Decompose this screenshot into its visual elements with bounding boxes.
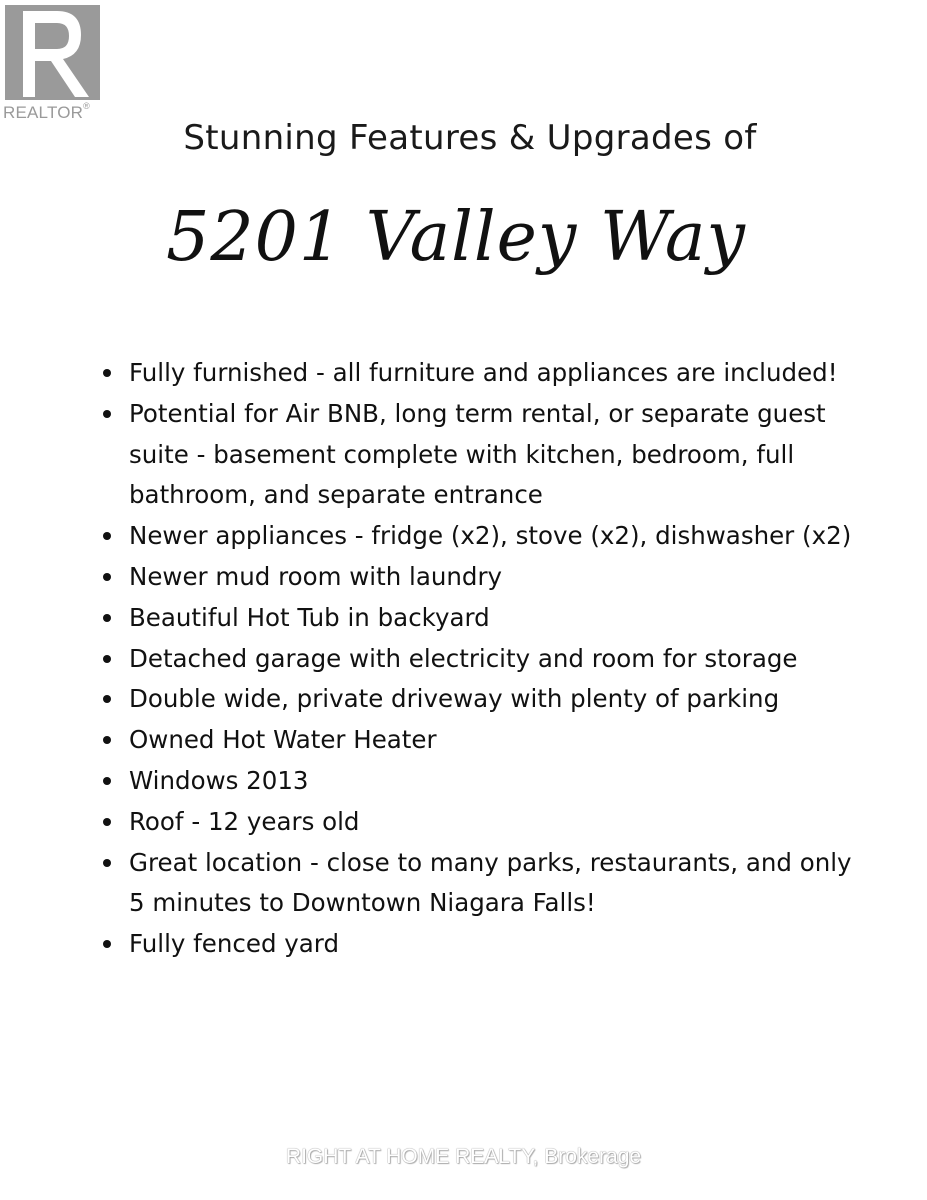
list-item: Fully furnished - all furniture and appliances are included! <box>103 353 863 394</box>
list-item: Newer appliances - fridge (x2), stove (x2), dishwasher (x2) <box>103 516 863 557</box>
list-item: Roof - 12 years old <box>103 802 863 843</box>
list-item: Potential for Air BNB, long term rental, or separate guest suite - basement complete with kitchen, bedroom, full bathroom, and separate entrance <box>103 394 863 516</box>
bullet-icon <box>103 818 111 826</box>
bullet-icon <box>103 614 111 622</box>
realtor-wordmark: REALTOR® <box>3 101 90 122</box>
list-item: Newer mud room with laundry <box>103 557 863 598</box>
bullet-icon <box>103 695 111 703</box>
bullet-icon <box>103 736 111 744</box>
realtor-r-icon <box>5 5 100 100</box>
bullet-icon <box>103 410 111 418</box>
bullet-icon <box>103 369 111 377</box>
brokerage-watermark: RIGHT AT HOME REALTY, Brokerage <box>285 1145 642 1168</box>
bullet-icon <box>103 940 111 948</box>
list-item: Detached garage with electricity and room for storage <box>103 639 863 680</box>
property-address-title: 5201 Valley Way <box>166 198 746 277</box>
list-item: Beautiful Hot Tub in backyard <box>103 598 863 639</box>
bullet-icon <box>103 859 111 867</box>
list-item: Windows 2013 <box>103 761 863 802</box>
list-item: Double wide, private driveway with plenty of parking <box>103 679 863 720</box>
bullet-icon <box>103 532 111 540</box>
bullet-icon <box>103 655 111 663</box>
features-list <box>103 353 863 965</box>
bullet-icon <box>103 777 111 785</box>
list-item: Owned Hot Water Heater <box>103 720 863 761</box>
list-item: Great location - close to many parks, restaurants, and only 5 minutes to Downtown Niagara Falls! <box>103 843 863 925</box>
bullet-icon <box>103 573 111 581</box>
list-item: Fully fenced yard <box>103 924 863 965</box>
page-subtitle: Stunning Features & Upgrades of <box>183 118 757 158</box>
